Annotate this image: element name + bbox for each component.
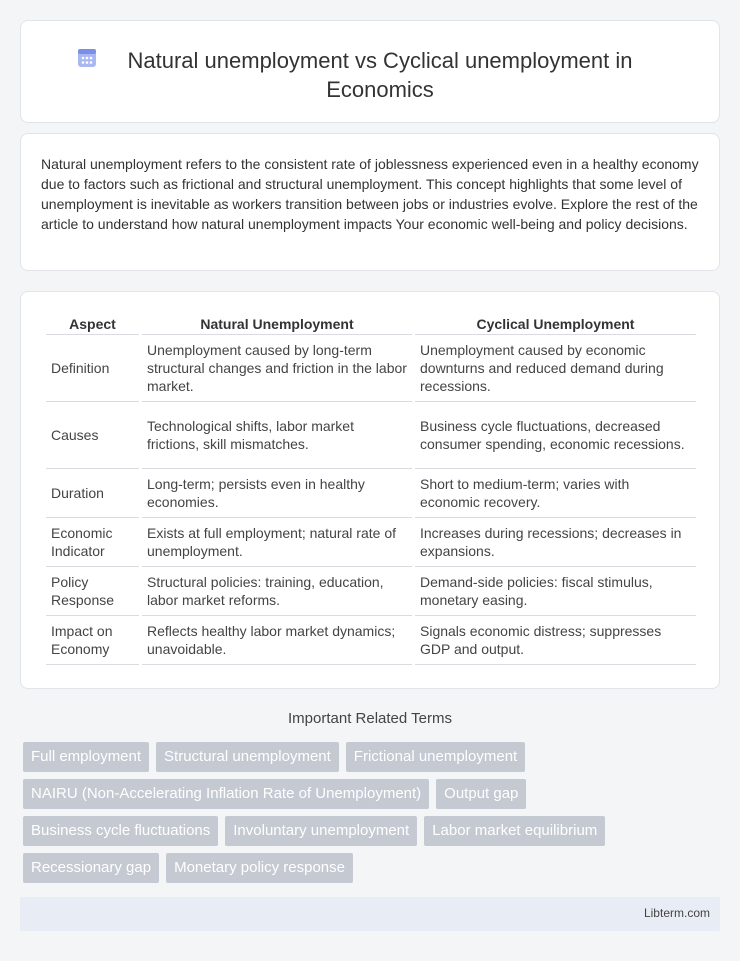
related-term-tag[interactable]: Frictional unemployment (346, 742, 525, 772)
table-row (46, 402, 696, 469)
aspect-cell: Policy Response (46, 567, 139, 616)
natural-cell: Exists at full employment; natural rate of unemployment. (142, 518, 412, 567)
table-row (46, 469, 696, 518)
cyclical-cell: Short to medium-term; varies with economic recovery. (415, 469, 696, 518)
aspect-cell: Impact on Economy (46, 616, 139, 665)
comparison-table (43, 310, 699, 665)
related-terms-heading: Important Related Terms (288, 710, 452, 727)
footer (20, 897, 720, 931)
aspect-cell: Duration (46, 469, 139, 518)
column-header-natural: Natural Unemployment (142, 310, 412, 335)
natural-cell: Long-term; persists even in healthy economies. (142, 469, 412, 518)
table-header-row (46, 310, 696, 335)
related-term-tag[interactable]: Monetary policy response (166, 853, 353, 883)
natural-cell: Technological shifts, labor market frictions, skill mismatches. (142, 402, 412, 469)
related-term-tag[interactable]: Involuntary unemployment (225, 816, 417, 846)
column-header-cyclical: Cyclical Unemployment (415, 310, 696, 335)
natural-cell: Reflects healthy labor market dynamics; unavoidable. (142, 616, 412, 665)
header-card (20, 20, 720, 123)
cyclical-cell: Signals economic distress; suppresses GDP and output. (415, 616, 696, 665)
related-term-tag[interactable]: Business cycle fluctuations (23, 816, 218, 846)
page-title: Natural unemployment vs Cyclical unemployment in Economics (127, 48, 633, 102)
aspect-cell: Economic Indicator (46, 518, 139, 567)
column-header-aspect: Aspect (46, 310, 139, 335)
table-row (46, 335, 696, 402)
aspect-cell: Definition (46, 335, 139, 402)
site-link[interactable]: Libterm.com (643, 906, 710, 920)
related-term-tag[interactable]: Labor market equilibrium (424, 816, 605, 846)
intro-paragraph: Natural unemployment refers to the consistent rate of joblessness experienced even in a healthy economy due to factors such as frictional and structural unemployment. This concept highlights that some level of unemployment is inevitable as workers transition between jobs or industries evolve. Explore the rest of the article to understand how natural unemployment impacts Your economic well-being and policy decisions. (41, 156, 699, 232)
related-term-tag[interactable]: Output gap (436, 779, 526, 809)
table-row (46, 616, 696, 665)
related-term-tag[interactable]: Recessionary gap (23, 853, 159, 883)
related-term-tag[interactable]: NAIRU (Non-Accelerating Inflation Rate of Unemployment) (23, 779, 429, 809)
cyclical-cell: Demand-side policies: fiscal stimulus, monetary easing. (415, 567, 696, 616)
natural-cell: Structural policies: training, education, labor market reforms. (142, 567, 412, 616)
natural-cell: Unemployment caused by long-term structural changes and friction in the labor market. (142, 335, 412, 402)
comparison-table-card (20, 291, 720, 689)
table-row (46, 567, 696, 616)
related-terms-list (23, 742, 713, 883)
table-row (46, 518, 696, 567)
related-term-tag[interactable]: Full employment (23, 742, 149, 772)
aspect-cell: Causes (46, 402, 139, 469)
cyclical-cell: Unemployment caused by economic downturns and reduced demand during recessions. (415, 335, 696, 402)
intro-card (20, 133, 720, 271)
cyclical-cell: Increases during recessions; decreases in expansions. (415, 518, 696, 567)
related-term-tag[interactable]: Structural unemployment (156, 742, 339, 772)
cyclical-cell: Business cycle fluctuations, decreased consumer spending, economic recessions. (415, 402, 696, 469)
